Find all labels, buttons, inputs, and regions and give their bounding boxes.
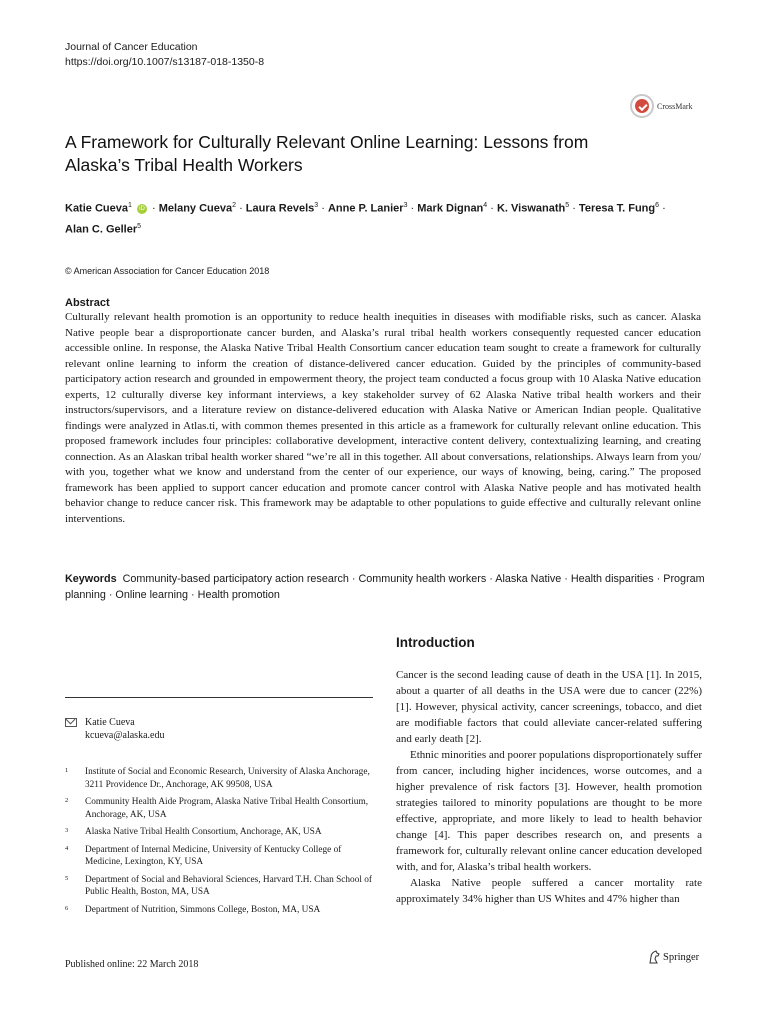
author-affil-ref: 2 — [232, 202, 237, 209]
author-affil-ref: 6 — [655, 202, 660, 209]
affiliation-item — [65, 904, 380, 917]
affiliation-number: 6 — [65, 904, 69, 912]
author-list: Katie Cueva$^1$ iD · Melany Cueva$^2$ · Laura Revels$^3$ · Anne P. Lanier$^3$ · Mark Dignan$^4$ · K. Viswanath$^5$ · Teresa T. Fung$^6$ · Alan C. Geller$^5$ — [65, 202, 666, 236]
article-title: A Framework for Culturally Relevant Online Learning: Lessons from Alaska’s Tribal Health Workers — [65, 132, 589, 175]
crossmark-badge[interactable] — [630, 92, 704, 120]
affiliation-text: Institute of Social and Economic Research, University of Alaska Anchorage, 3211 Providence Dr., Anchorage, AK 99508, USA — [85, 767, 370, 790]
publisher-logo — [648, 950, 699, 964]
abstract-text: Culturally relevant health promotion is an opportunity to reduce health inequities in diseases with modifiable risks, such as cancer. Alaska Native people bear a disproportionate cancer burden, and Alaska’s rural tribal health workers consequently requested cancer education accessible online. In response, the Alaska Native Tribal Health Consortium cancer education team sought to create a framework for culturally relevant online learning to inform the creation of distance-delivered cancer education. Guided by the principles of community-based participatory action research and grounded in empowerment theory, the project team conducted a focus group with 10 Alaska Native education experts, 12 culturally diverse key informant interviews, a key stakeholder survey of 62 Alaska Native tribal health workers and their instructors/supervisors, and a literature review on distance-delivered education with Alaska Native or American Indian people. Qualitative findings were analyzed in Atlas.ti, with common themes presented in this article as a framework for culturally relevant online education. This proposed framework includes four principles: collaborative development, interactive content delivery, contextualizing learning, and creating connection. As an Alaskan tribal health worker shared “we’re all in this together. All about conversations, relationships. Always learn from you/ with you, together what we know and understand from the center of our experience, our ways of knowing, being, caring.” The proposed framework has been applied to support cancer education and promote cancer control with Alaska Native people and has motivated health behavior change to reduce cancer risk. This framework may be adaptable to other populations to guide effective and culturally relevant online interventions. — [65, 311, 701, 525]
affiliation-item — [65, 796, 380, 821]
crossmark-icon — [630, 94, 654, 118]
affiliation-number: 3 — [65, 827, 69, 834]
affiliation-text: Department of Nutrition, Simmons College, Boston, MA, USA — [85, 904, 321, 915]
crossmark-label: CrossMark — [657, 101, 693, 111]
keywords — [65, 571, 705, 603]
springer-horse-icon — [648, 950, 660, 964]
affiliation-number: 5 — [65, 874, 69, 882]
affiliation-item — [65, 826, 380, 839]
author-name[interactable]: Melany Cueva — [158, 202, 233, 215]
author-affil-ref: 3 — [314, 202, 319, 209]
introduction-paragraph: Cancer is the second leading cause of death in the USA [1]. In 2015, about a quarter of all deaths in the USA were due to cancer (22%) [1]. However, physical activity, cancer screenings, tobacco, and diet are modifiable factors that could alleviate cancer-related suffering and early death [2]. — [396, 669, 702, 745]
affiliation-number: 1 — [65, 767, 69, 774]
affiliation-text: Department of Internal Medicine, University of Kentucky College of Medicine, Lexington, KY, USA — [85, 844, 342, 867]
journal-name: Journal of Cancer Education — [65, 41, 198, 53]
abstract-heading: Abstract — [65, 297, 110, 309]
introduction-body — [396, 667, 702, 907]
author-affil-ref: 1 — [127, 202, 132, 209]
envelope-icon — [65, 718, 77, 727]
affiliation-item — [65, 844, 380, 869]
author-name[interactable]: Anne P. Lanier — [327, 202, 404, 215]
affiliation-list — [65, 766, 380, 921]
correspondence-author — [65, 716, 135, 729]
affiliation-number: 4 — [65, 844, 69, 852]
author-name[interactable]: Teresa T. Fung — [578, 202, 656, 215]
author-name[interactable]: Laura Revels — [245, 202, 315, 215]
orcid-icon[interactable]: iD — [137, 204, 147, 214]
author-name[interactable]: K. Viswanath — [496, 202, 566, 215]
correspondence-email[interactable]: kcueva@alaska.edu — [85, 730, 165, 741]
author-name[interactable]: Katie Cueva — [65, 202, 128, 215]
author-affil-ref: 4 — [483, 202, 488, 209]
affiliation-number: 2 — [65, 797, 69, 804]
affiliation-item — [65, 874, 380, 899]
affiliation-item — [65, 766, 380, 791]
keywords-label: Keywords — [65, 573, 117, 585]
author-name[interactable]: Alan C. Geller — [65, 223, 138, 236]
author-name[interactable]: Mark Dignan — [417, 202, 484, 215]
doi-link[interactable]: https://doi.org/10.1007/s13187-018-1350-8 — [65, 56, 265, 68]
footnote-divider — [65, 697, 373, 698]
affiliation-text: Alaska Native Tribal Health Consortium, Anchorage, AK, USA — [85, 827, 322, 837]
affiliation-text: Department of Social and Behavioral Sciences, Harvard T.H. Chan School of Public Health, Boston, MA, USA — [85, 874, 373, 897]
author-affil-ref: 3 — [403, 202, 408, 209]
publisher-name: Springer — [663, 951, 700, 963]
author-affil-ref: 5 — [565, 202, 570, 209]
affiliation-text: Community Health Aide Program, Alaska Native Tribal Health Consortium, Anchorage, AK, USA — [85, 797, 369, 820]
introduction-paragraph: Alaska Native people suffered a cancer mortality rate approximately 34% higher than US Whites and 47% higher than — [396, 877, 702, 905]
author-affil-ref: 5 — [137, 222, 142, 230]
published-date: Published online: 22 March 2018 — [65, 959, 199, 970]
copyright-notice: © American Association for Cancer Education 2018 — [65, 266, 270, 276]
introduction-paragraph: Ethnic minorities and poorer populations disproportionately suffer from cancer, including higher incidences, worse outcomes, and a higher prevalence of risk factors [3]. However, health promotion strategies tailored to minority populations are thought to be more effective, appropriate, and more likely to lead to health behavior change [4]. This paper describes research on, and presents a framework for, culturally relevant online cancer education developed with, and for, Alaska’s tribal health workers. — [396, 749, 702, 873]
introduction-heading: Introduction — [396, 635, 475, 650]
keywords-text: Community-based participatory action research · Community health workers · Alaska Native · Health disparities · Program planning · Online learning · Health promotion — [65, 573, 705, 601]
correspondence-name: Katie Cueva — [85, 717, 135, 728]
